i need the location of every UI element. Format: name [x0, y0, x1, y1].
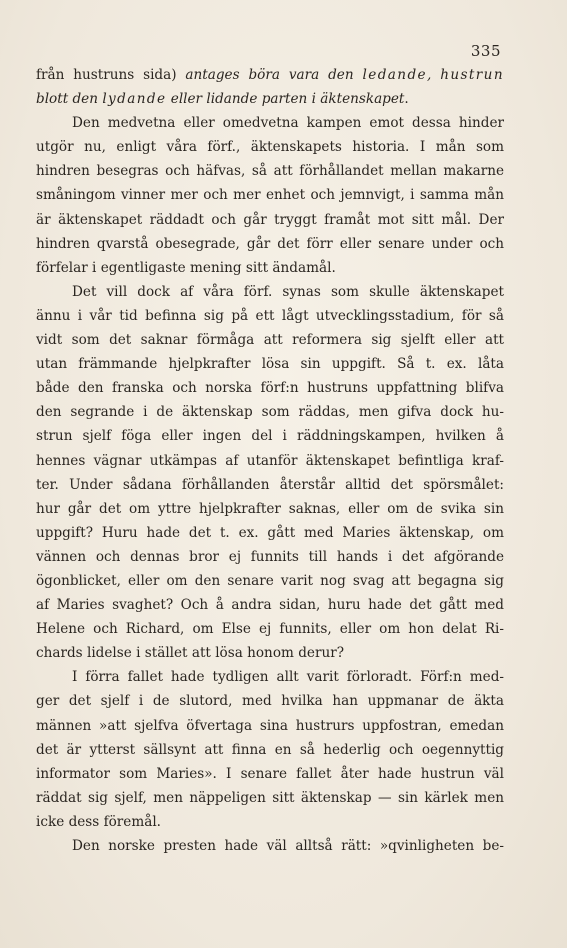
text-line [36, 232, 504, 256]
text-segment: chards lidelse i stället att lösa honom derur? [36, 645, 344, 662]
text-line [36, 497, 504, 521]
text-line [36, 400, 504, 424]
text-segment: förfelar i egentligaste mening sitt ändamål. [36, 259, 336, 276]
text-line [36, 208, 504, 232]
text-segment: både den franska och norska förf:n hustruns uppfattning blifva [36, 380, 504, 397]
text-segment: uppgift? Huru hade det t. ex. gått med Maries äktenskap, om [36, 524, 504, 541]
text-segment: ter. Under sådana förhållanden återstår alltid det spörsmålet: [36, 476, 504, 493]
text-line [36, 449, 504, 473]
text-line [36, 689, 504, 713]
text-line [36, 111, 504, 135]
text-segment: I förra fallet hade tydligen allt varit förloradt. Förf:n med- [72, 669, 504, 686]
text-segment: eller lidande parten i äktenskapet [166, 91, 405, 108]
body-text [36, 63, 504, 858]
text-line [36, 545, 504, 569]
text-segment: icke dess föremål. [36, 813, 162, 830]
text-line [36, 376, 504, 400]
text-segment: räddat sig sjelf, men näppeligen sitt äktenskap — sin kärlek men [36, 789, 504, 806]
text-line [36, 304, 504, 328]
text-segment: den segrande i de äktenskap som räddas, men gifva dock hu- [36, 404, 504, 421]
text-line [36, 135, 504, 159]
text-line [36, 352, 504, 376]
text-line [36, 569, 504, 593]
text-segment: det är ytterst sällsynt att finna en så hederlig och oegennyttig [36, 741, 504, 758]
text-segment: Helene och Richard, om Else ej funnits, eller om hon delat Ri- [36, 621, 504, 638]
text-segment: är äktenskapet räddadt och går tryggt framåt mot sitt mål. Der [36, 211, 504, 228]
page-number: 335 [470, 42, 501, 60]
text-segment: hur går det om yttre hjelpkrafter saknas, eller om de svika sin [36, 500, 504, 517]
text-line [36, 63, 504, 87]
text-line [36, 617, 504, 641]
text-line [36, 521, 504, 545]
text-line [36, 593, 504, 617]
text-line [36, 280, 504, 304]
text-line [36, 424, 504, 448]
text-segment: hindren besegras och häfvas, så att förhållandet mellan makarne [36, 163, 504, 180]
text-line [36, 159, 504, 183]
text-segment: informator som Maries». I senare fallet åter hade hustrun väl [36, 765, 504, 782]
text-line [36, 256, 504, 280]
text-segment: Den norske presten hade väl alltså rätt: »qvinligheten be- [72, 838, 504, 854]
text-segment: hustrun [440, 67, 504, 83]
text-segment: blott den [36, 91, 103, 108]
text-line [36, 328, 504, 352]
text-segment: utgör nu, enligt våra förf., äktenskapets historia. I mån som [36, 139, 504, 156]
text-segment: hindren qvarstå obesegrade, går det förr eller senare under och [36, 235, 504, 252]
text-segment: antages böra vara den [185, 67, 363, 83]
text-segment: ännu i vår tid befinna sig på ett lågt utvecklingsstadium, för så [36, 307, 504, 324]
text-line [36, 810, 504, 834]
text-line [36, 473, 504, 497]
text-segment: ledande [362, 67, 428, 83]
text-segment: lydande [102, 91, 167, 108]
text-line [36, 714, 504, 738]
text-segment: från hustruns sida) [36, 67, 186, 83]
text-segment: Det vill dock af våra förf. synas som skulle äktenskapet [72, 283, 504, 300]
text-segment: männen »att sjelfva öfvertaga sina hustrurs uppfostran, emedan [36, 717, 504, 734]
text-segment: utan främmande hjelpkrafter lösa sin uppgift. Så t. ex. låta [36, 356, 504, 373]
text-line [36, 834, 504, 858]
text-segment: vidt som det saknar förmåga att reformera sig sjelft eller att [36, 332, 504, 349]
text-segment: strun sjelf föga eller ingen del i räddningskampen, hvilken å [36, 428, 504, 445]
text-segment: ger det sjelf i de slutord, med hvilka han uppmanar de äkta [36, 693, 504, 710]
text-line [36, 641, 504, 665]
text-line [36, 786, 504, 810]
text-segment: Den medvetna eller omedvetna kampen emot dessa hinder [72, 115, 504, 132]
text-line [36, 183, 504, 207]
text-line [36, 665, 504, 689]
text-line [36, 762, 504, 786]
text-segment: . [404, 91, 409, 108]
text-line [36, 738, 504, 762]
text-segment: ögonblicket, eller om den senare varit nog svag att begagna sig [36, 572, 504, 589]
text-segment: hennes vägnar utkämpas af utanför äktenskapet befintliga kraf- [36, 452, 504, 469]
text-segment: småningom vinner mer och mer enhet och jemnvigt, i samma mån [36, 187, 504, 204]
text-segment: , [427, 67, 441, 83]
text-segment: vännen och dennas bror ej funnits till hands i det afgörande [36, 548, 504, 565]
text-segment: af Maries svaghet? Och å andra sidan, huru hade det gått med [36, 597, 504, 614]
text-line [36, 87, 504, 111]
